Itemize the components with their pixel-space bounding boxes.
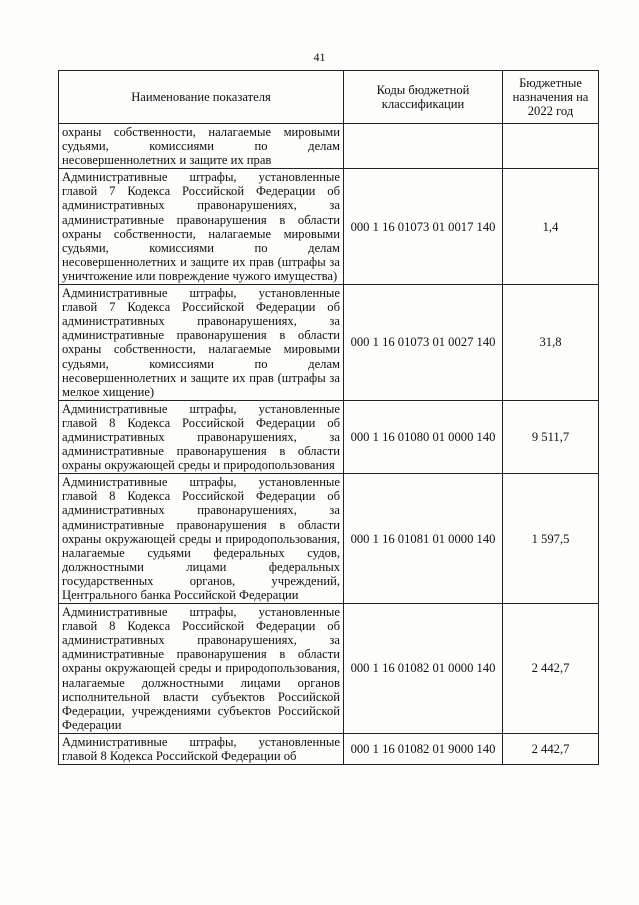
row-name: Административные штрафы, установленные главой 8 Кодекса Российской Федерации об административных правонарушениях, за административные правонарушения в области охраны окружающей среды и природопользования xyxy=(59,400,344,473)
header-code: Коды бюджетной классификации xyxy=(344,71,503,124)
row-code: 000 1 16 01082 01 0000 140 xyxy=(344,604,503,734)
table-row xyxy=(59,474,599,604)
table-row xyxy=(59,733,599,764)
row-amount: 1 597,5 xyxy=(503,474,599,604)
row-name: Административные штрафы, установленные главой 7 Кодекса Российской Федерации об административных правонарушениях, за административные правонарушения в области охраны собственности, налагаемые мировыми судьями, комиссиями по делам несовершеннолетних и защите их прав (штрафы за мелкое хищение) xyxy=(59,285,344,401)
row-amount: 9 511,7 xyxy=(503,400,599,473)
table-row xyxy=(59,604,599,734)
table-row xyxy=(59,124,599,169)
row-amount: 31,8 xyxy=(503,285,599,401)
row-code: 000 1 16 01082 01 9000 140 xyxy=(344,733,503,764)
budget-table xyxy=(58,70,599,765)
row-code: 000 1 16 01081 01 0000 140 xyxy=(344,474,503,604)
page-number: 41 xyxy=(313,50,326,64)
row-name: охраны собственности, налагаемые мировыми судьями, комиссиями по делам несовершеннолетних и защите их прав xyxy=(59,124,344,169)
header-name: Наименование показателя xyxy=(59,71,344,124)
row-code: 000 1 16 01073 01 0027 140 xyxy=(344,285,503,401)
table-header-row xyxy=(59,71,599,124)
row-code xyxy=(344,124,503,169)
row-amount: 2 442,7 xyxy=(503,604,599,734)
row-amount xyxy=(503,124,599,169)
table-row xyxy=(59,400,599,473)
header-amount: Бюджетные назначения на 2022 год xyxy=(503,71,599,124)
row-code: 000 1 16 01080 01 0000 140 xyxy=(344,400,503,473)
row-amount: 1,4 xyxy=(503,169,599,285)
row-name: Административные штрафы, установленные главой 8 Кодекса Российской Федерации об xyxy=(59,733,344,764)
row-name: Административные штрафы, установленные главой 7 Кодекса Российской Федерации об административных правонарушениях, за административные правонарушения в области охраны собственности, налагаемые мировыми судьями, комиссиями по делам несовершеннолетних и защите их прав (штрафы за уничтожение или повреждение чужого имущества) xyxy=(59,169,344,285)
row-amount: 2 442,7 xyxy=(503,733,599,764)
table-row xyxy=(59,169,599,285)
row-name: Административные штрафы, установленные главой 8 Кодекса Российской Федерации об административных правонарушениях, за административные правонарушения в области охраны окружающей среды и природопользования, налагаемые судьями федеральных судов, должностными лицами федеральных государственных органов, учреждений, Центрального банка Российской Федерации xyxy=(59,474,344,604)
table-row xyxy=(59,285,599,401)
row-name: Административные штрафы, установленные главой 8 Кодекса Российской Федерации об административных правонарушениях, за административные правонарушения в области охраны окружающей среды и природопользования, налагаемые должностными лицами органов исполнительной власти субъектов Российской Федерации, учреждениями субъектов Российской Федерации xyxy=(59,604,344,734)
row-code: 000 1 16 01073 01 0017 140 xyxy=(344,169,503,285)
